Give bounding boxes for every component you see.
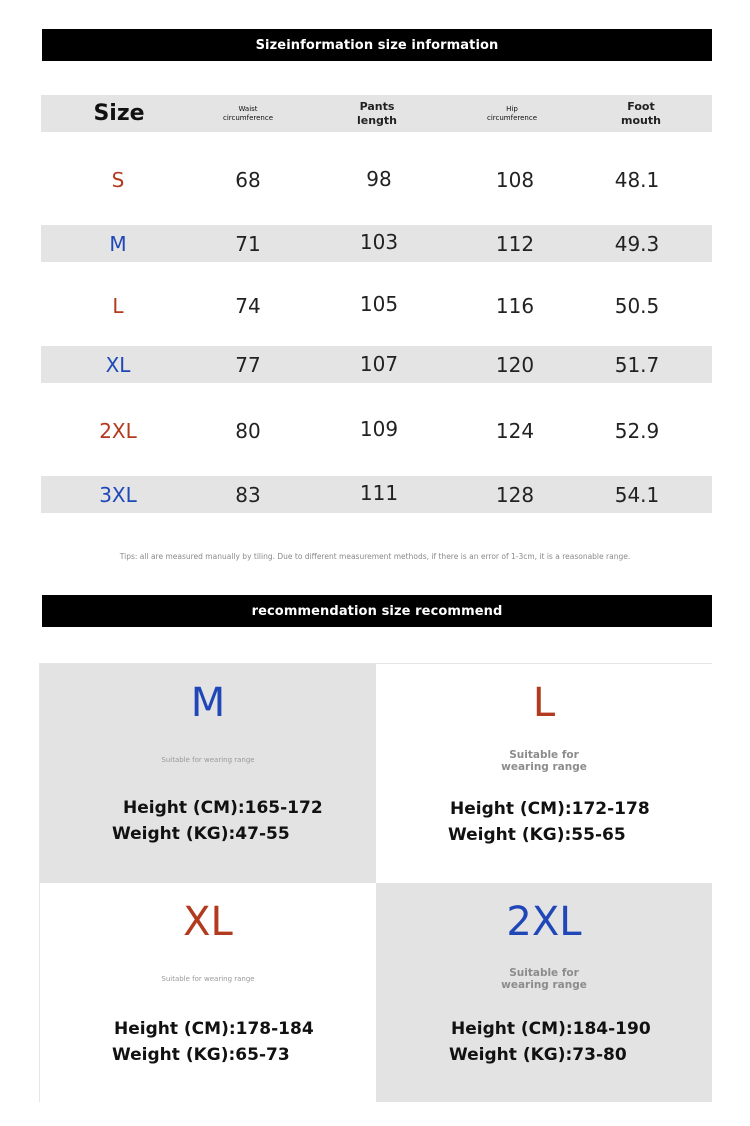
panel-suitable-text: [376, 749, 712, 773]
row-pants: 98: [366, 167, 392, 191]
measurement-tips: Tips: all are measured manually by tiling. Due to different measurement methods, if there is an error of 1-3cm, it is a reasonable range.: [119, 552, 631, 561]
row-hip: 124: [495, 418, 535, 443]
panel-size-label: XL: [183, 899, 233, 945]
size-table-header: [41, 95, 712, 132]
row-size: 2XL: [99, 418, 137, 443]
panel-suitable-line2: wearing range: [501, 979, 587, 991]
row-hip: 112: [495, 231, 535, 256]
row-waist: 74: [235, 293, 261, 318]
header-waist: [223, 105, 273, 123]
panel-height: Height (CM):165-172: [123, 798, 323, 818]
panel-weight: Weight (KG):47-55: [112, 824, 290, 844]
row-foot: 52.9: [614, 418, 660, 443]
row-hip: 116: [495, 293, 535, 318]
row-waist: 80: [235, 418, 261, 443]
row-size: 3XL: [99, 482, 137, 507]
recommend-grid: [39, 663, 712, 1102]
row-size: S: [111, 167, 125, 192]
row-waist: 83: [235, 482, 261, 507]
panel-size-label: L: [532, 680, 556, 726]
table-row: [41, 161, 712, 198]
row-size: L: [112, 293, 124, 318]
header-pants-line2: length: [356, 113, 398, 127]
row-pants: 111: [359, 481, 399, 505]
table-row: [41, 476, 712, 513]
panel-suitable-line1: Suitable for: [509, 749, 579, 761]
panel-height: Height (CM):172-178: [450, 799, 650, 819]
panel-suitable-line2: wearing range: [501, 761, 587, 773]
table-row: [41, 412, 712, 449]
header-pants-length: [357, 100, 397, 128]
panel-height: Height (CM):184-190: [451, 1019, 651, 1039]
header-waist-line2: circumference: [222, 113, 274, 122]
row-hip: 108: [495, 167, 535, 192]
table-row: [41, 287, 712, 324]
header-foot-mouth: [621, 100, 661, 128]
row-foot: 50.5: [614, 293, 660, 318]
recommend-panel-xl: [40, 883, 376, 1102]
header-pants-line1: Pants: [359, 99, 395, 113]
header-waist-line1: Waist: [238, 104, 258, 113]
panel-size-label: 2XL: [506, 899, 582, 945]
panel-height: Height (CM):178-184: [114, 1019, 314, 1039]
size-recommend-banner: [42, 595, 712, 627]
size-information-title: Sizeinformation size information: [255, 37, 499, 53]
panel-suitable-line1: Suitable for: [509, 967, 579, 979]
row-foot: 51.7: [614, 352, 660, 377]
panel-weight: Weight (KG):55-65: [448, 825, 626, 845]
panel-suitable-text: Suitable for wearing range: [161, 975, 255, 983]
recommend-panel-2xl: [376, 883, 712, 1102]
size-recommend-title: recommendation size recommend: [251, 603, 503, 619]
row-size: M: [109, 231, 127, 256]
header-foot-line2: mouth: [621, 113, 661, 127]
panel-suitable-text: Suitable for wearing range: [161, 756, 255, 764]
header-hip: [487, 105, 537, 123]
panel-weight: Weight (KG):65-73: [112, 1045, 290, 1065]
header-hip-line1: Hip: [506, 104, 518, 113]
panel-size-label: M: [190, 680, 226, 726]
row-foot: 49.3: [614, 231, 660, 256]
row-hip: 128: [495, 482, 535, 507]
recommend-panel-m: [40, 664, 376, 883]
row-waist: 68: [235, 167, 261, 192]
row-hip: 120: [495, 352, 535, 377]
header-size: Size: [93, 101, 145, 126]
header-hip-line2: circumference: [486, 113, 538, 122]
row-pants: 109: [359, 417, 399, 441]
row-pants: 103: [359, 230, 399, 254]
row-pants: 107: [359, 352, 399, 376]
recommend-panel-l: [376, 664, 712, 883]
table-row: [41, 346, 712, 383]
row-waist: 77: [235, 352, 261, 377]
panel-suitable-text: [376, 967, 712, 991]
row-foot: 54.1: [614, 482, 660, 507]
row-foot: 48.1: [614, 167, 660, 192]
row-pants: 105: [359, 292, 399, 316]
header-foot-line1: Foot: [627, 99, 655, 113]
size-information-banner: [42, 29, 712, 61]
table-row: [41, 225, 712, 262]
row-size: XL: [105, 352, 131, 377]
panel-weight: Weight (KG):73-80: [449, 1045, 627, 1065]
row-waist: 71: [235, 231, 261, 256]
